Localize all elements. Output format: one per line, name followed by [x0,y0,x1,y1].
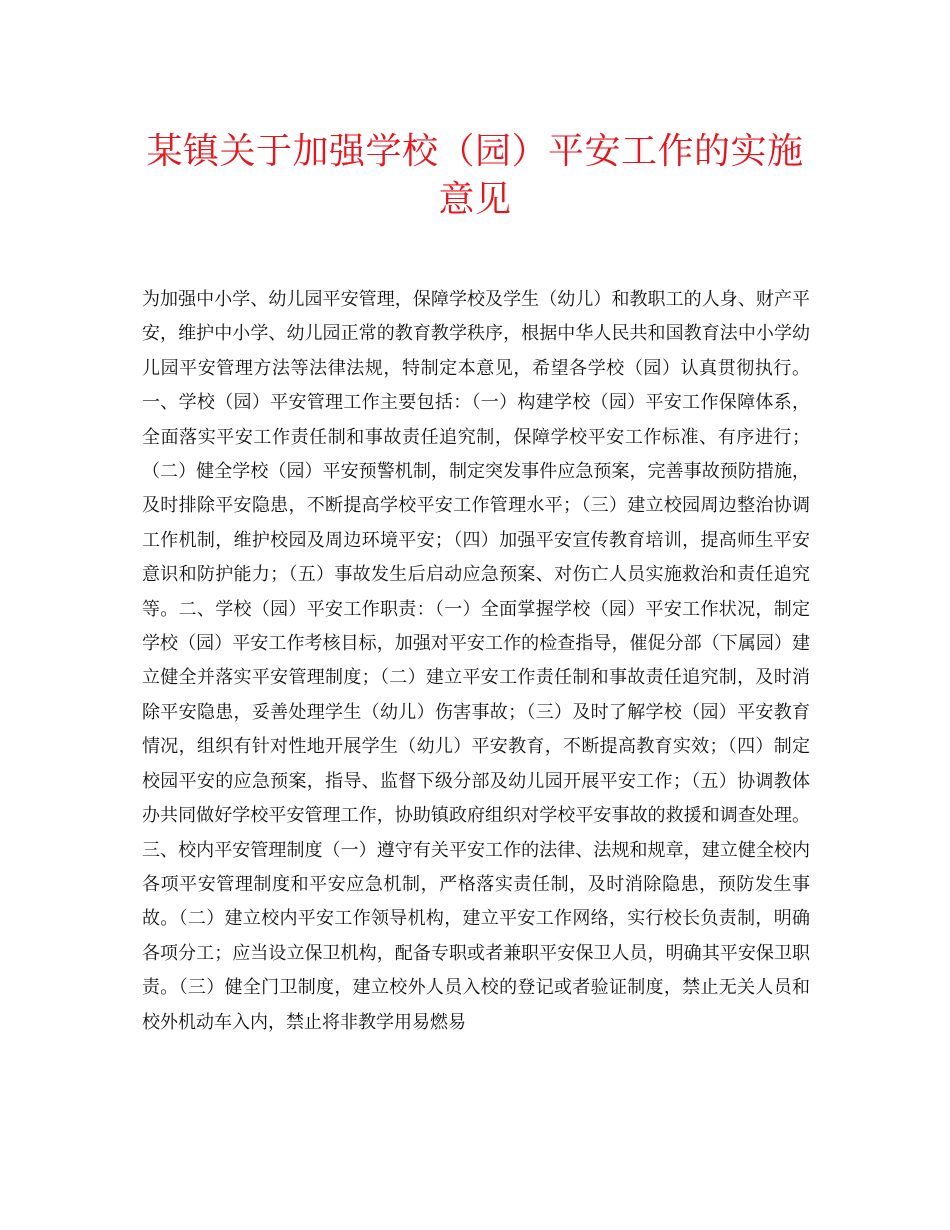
document-body-text: 为加强中小学、幼儿园平安管理，保障学校及学生（幼儿）和教职工的人身、财产平安，维护中小学、幼儿园正常的教育教学秩序，根据中华人民共和国教育法中小学幼儿园平安管理方法等法律法规，特制定本意见，希望各学校（园）认真贯彻执行。一、学校（园）平安管理工作主要包括：（一）构建学校（园）平安工作保障体系，全面落实平安工作责任制和事故责任追究制，保障学校平安工作标准、有序进行；（二）健全学校（园）平安预警机制，制定突发事件应急预案，完善事故预防措施，及时排除平安隐患，不断提高学校平安工作管理水平；（三）建立校园周边整治协调工作机制，维护校园及周边环境平安；（四）加强平安宣传教育培训，提高师生平安意识和防护能力；（五）事故发生后启动应急预案、对伤亡人员实施救治和责任追究等。二、学校（园）平安工作职责：（一）全面掌握学校（园）平安工作状况，制定学校（园）平安工作考核目标，加强对平安工作的检查指导，催促分部（下属园）建立健全并落实平安管理制度；（二）建立平安工作责任制和事故责任追究制，及时消除平安隐患，妥善处理学生（幼儿）伤害事故；（三）及时了解学校（园）平安教育情况，组织有针对性地开展学生（幼儿）平安教育，不断提高教育实效；（四）制定校园平安的应急预案，指导、监督下级分部及幼儿园开展平安工作；（五）协调教体办共同做好学校平安管理工作，协助镇政府组织对学校平安事故的救援和调查处理。三、校内平安管理制度（一）遵守有关平安工作的法律、法规和规章，建立健全校内各项平安管理制度和平安应急机制，严格落实责任制，及时消除隐患，预防发生事故。（二）建立校内平安工作领导机构，建立平安工作网络，实行校长负责制，明确各项分工；应当设立保卫机构，配备专职或者兼职平安保卫人员，明确其平安保卫职责。（三）健全门卫制度，建立校外人员入校的登记或者验证制度，禁止无关人员和校外机动车入内，禁止将非教学用易燃易 [142,289,810,1033]
document-title: 某镇关于加强学校（园）平安工作的实施意见 [146,131,804,220]
